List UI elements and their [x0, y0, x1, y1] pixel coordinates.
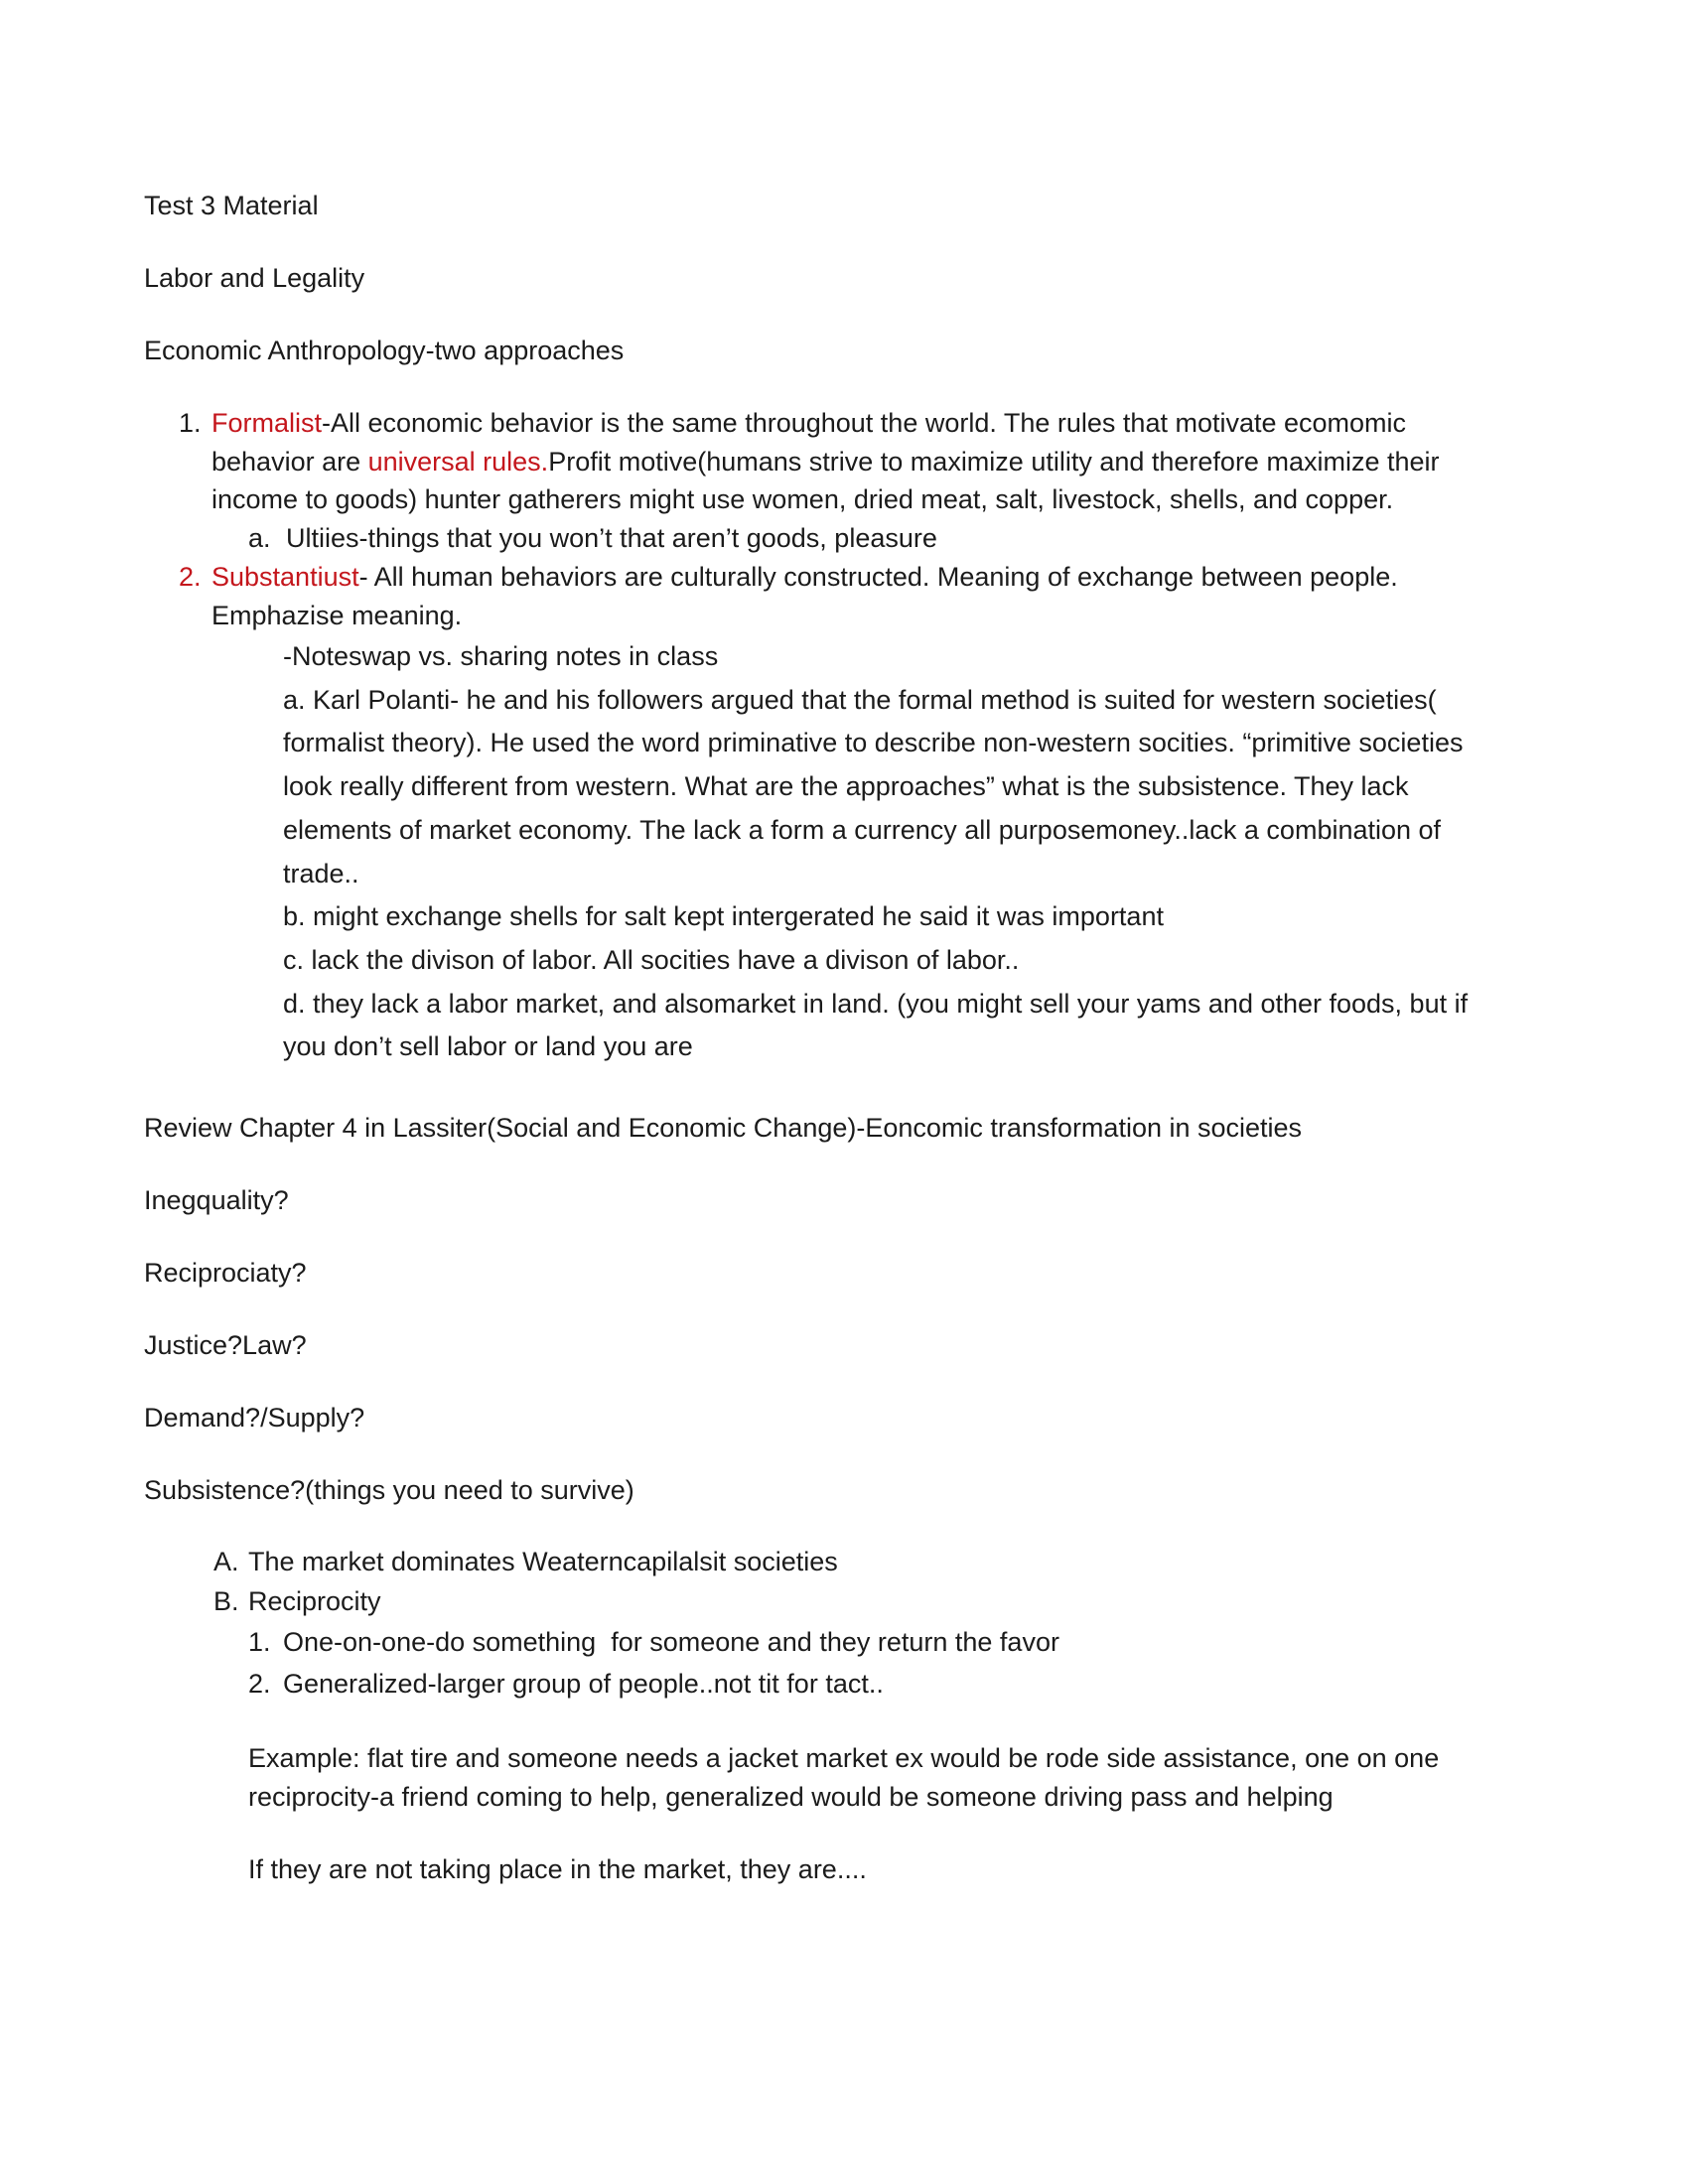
list-marker: B. — [213, 1585, 239, 1616]
note-division-of-labor — [144, 939, 1489, 983]
body-text: Ultiies-things that you won’t that aren’t goods, pleasure — [286, 523, 937, 554]
body-text: Reciprocity — [248, 1585, 381, 1616]
body-text: One-on-one-do something for someone and they return the favor — [283, 1626, 1059, 1657]
paragraph-review-chapter — [144, 1109, 1489, 1148]
question-subsistence — [144, 1471, 1489, 1510]
list-marker: a. — [248, 523, 271, 554]
question-inequality — [144, 1181, 1489, 1220]
body-text: Profit motive(humans strive to maximize utility and therefore maximize their income to goods) hunter gatherers might use women, dried meat, salt, livestock, shells, and copper. — [211, 446, 1448, 515]
highlighted-text: Formalist — [211, 407, 323, 438]
body-text: Test 3 Material — [144, 191, 319, 220]
list-item-reciprocity — [144, 1582, 1489, 1621]
question-demand-supply — [144, 1399, 1489, 1437]
list-item-utilities — [144, 519, 1489, 558]
body-text: Inegquality? — [144, 1185, 289, 1216]
doc-title — [144, 187, 1489, 225]
body-text: Example: flat tire and someone needs a jacket market ex would be rode side assistance, one on one reciprocity-a friend coming to help, generalized would be someone driving pass and helping — [248, 1743, 1447, 1812]
list-marker: 1. — [179, 407, 202, 438]
list-marker: A. — [213, 1547, 239, 1577]
body-text: -Noteswap vs. sharing notes in class — [283, 640, 719, 671]
body-text: b. might exchange shells for salt kept intergerated he said it was important — [283, 901, 1164, 932]
body-text: Demand?/Supply? — [144, 1402, 365, 1433]
list-marker: 2. — [248, 1669, 271, 1700]
paragraph-example — [144, 1739, 1489, 1817]
list-marker: 1. — [248, 1626, 271, 1657]
body-text: The market dominates Weaterncapilalsit societies — [248, 1547, 838, 1577]
heading-labor-legality — [144, 259, 1489, 298]
body-text: Reciprociaty? — [144, 1257, 307, 1288]
highlighted-text: universal rules. — [367, 446, 549, 477]
document-content — [144, 187, 1489, 1889]
note-karl-polanyi — [144, 679, 1489, 896]
list-item-generalized — [144, 1663, 1489, 1706]
body-text: c. lack the divison of labor. All socities have a divison of labor.. — [283, 945, 1020, 976]
question-justice-law — [144, 1326, 1489, 1365]
body-text: Generalized-larger group of people..not tit for tact.. — [283, 1669, 884, 1700]
body-text: - All human behaviors are culturally constructed. Meaning of exchange between people. Emphazise meaning. — [211, 562, 1406, 630]
body-text: Economic Anthropology-two approaches — [144, 335, 625, 365]
body-text: Review Chapter 4 in Lassiter(Social and Economic Change)-Eoncomic transformation in societies — [144, 1113, 1303, 1144]
note-exchange-shells — [144, 895, 1489, 939]
body-text: -All economic behavior is the same throughout the world. The rules that motivate ecomomic behavior are — [211, 407, 1414, 477]
list-item-substantivist — [144, 558, 1489, 635]
question-reciprocity — [144, 1254, 1489, 1293]
note-noteswap — [144, 635, 1489, 679]
list-item-one-on-one — [144, 1621, 1489, 1664]
highlighted-text: Substantiust — [211, 562, 359, 593]
list-item-market-dominates — [144, 1543, 1489, 1581]
body-text: d. they lack a labor market, and alsomarket in land. (you might sell your yams and other foods, but if you don’t sell labor or land you are — [283, 988, 1476, 1062]
body-text: If they are not taking place in the market, they are.... — [248, 1853, 867, 1884]
body-text: Subsistence?(things you need to survive) — [144, 1474, 634, 1505]
body-text: Justice?Law? — [144, 1329, 307, 1360]
note-labor-market — [144, 983, 1489, 1069]
list-marker: 2. — [179, 562, 202, 593]
body-text: Labor and Legality — [144, 262, 365, 293]
paragraph-if-not-market — [144, 1850, 1489, 1889]
list-item-formalist — [144, 404, 1489, 520]
heading-economic-anthropology — [144, 332, 1489, 370]
body-text: a. Karl Polanti- he and his followers argued that the formal method is suited for western societies( formalist theory). He used the word priminative to describe non-western socities. “primitive societies look really different from western. What are the approaches” what is the subsistence. They lack elements of market economy. The lack a form a currency all purposemoney..lack a combination of trade.. — [283, 684, 1471, 888]
